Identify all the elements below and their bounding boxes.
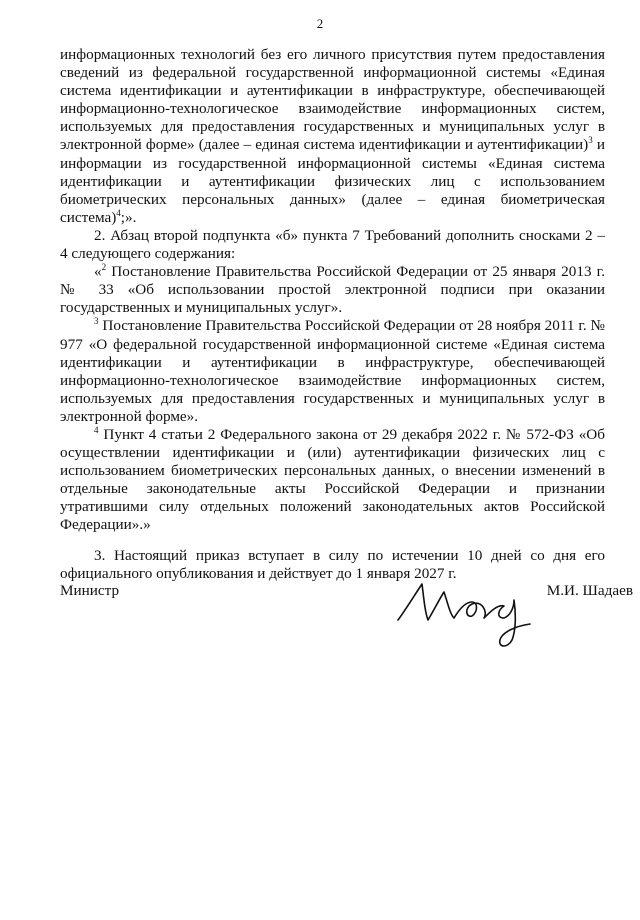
footnote-4-number: 4: [94, 424, 99, 435]
footnote-3-number: 3: [94, 316, 99, 327]
signature-block: [60, 582, 633, 672]
footnote-2-number: 2: [101, 262, 107, 273]
footnote-2-text: Постановление Правительства Российской Федерации от 25 января 2013 г. № 33 «Об использовании простой электронной подписи при оказании государственных и муниципальных услуг».: [60, 263, 605, 317]
footnote-ref-4: 4: [116, 207, 121, 218]
continuation-end: ;».: [120, 208, 137, 226]
quote-open: «: [94, 263, 102, 281]
footnote-4-paragraph: [60, 426, 605, 535]
signer-title: Министр: [60, 582, 120, 599]
document-body: [60, 46, 605, 583]
continuation-paragraph: [60, 46, 605, 227]
page-number: 2: [316, 16, 324, 31]
continuation-text: информационных технологий без его личного присутствия путем предоставления сведений из федеральной государственной информационной системы «Единая система идентификации и аутентификации в инфраструктуре, обеспечивающей информационно-технологическое взаимодействие информационных систем, используемых для предоставления государственных и муниципальных услуг в электронной форме» (далее – единая система идентификации и аутентификации): [60, 46, 605, 154]
footnote-4-text: Пункт 4 статьи 2 Федерального закона от 29 декабря 2022 г. № 572-ФЗ «Об осуществлении идентификации и (или) аутентификации физических лиц с использованием биометрических персональных данных, о внесении изменений в отдельные законодательные акты Российской Федерации и признании утратившими силу отдельных положений законодательных актов Российской Федерации».»: [60, 425, 605, 534]
item-2-paragraph: 2. Абзац второй подпункта «б» пункта 7 Требований дополнить сносками 2 – 4 следующего содержания:: [60, 226, 605, 263]
item-3-paragraph: 3. Настоящий приказ вступает в силу по истечении 10 дней со дня его официального опубликования и действует до 1 января 2027 г.: [60, 546, 605, 582]
paragraph-spacer: [60, 535, 605, 547]
signer-name: М.И. Шадаев: [546, 582, 633, 599]
footnote-3-text: Постановление Правительства Российской Федерации от 28 ноября 2011 г. № 977 «О федеральной государственной информационной системе «Единая система идентификации и аутентификации в инфраструктуре, обеспечивающей информационно-технологическое взаимодействие информационных систем, используемых для предоставления государственных и муниципальных услуг в электронной форме».: [60, 317, 605, 425]
footnote-2-paragraph: [60, 263, 605, 317]
continuation-text-2: и информации из государственной информационной системы «Единая система идентификации и аутентификации физических лиц с использованием биометрических персональных данных» (далее – единая биометрическая система): [60, 136, 605, 226]
footnote-3-paragraph: [60, 317, 605, 426]
footnote-ref-3: 3: [588, 135, 593, 146]
handwritten-signature: [392, 574, 562, 652]
